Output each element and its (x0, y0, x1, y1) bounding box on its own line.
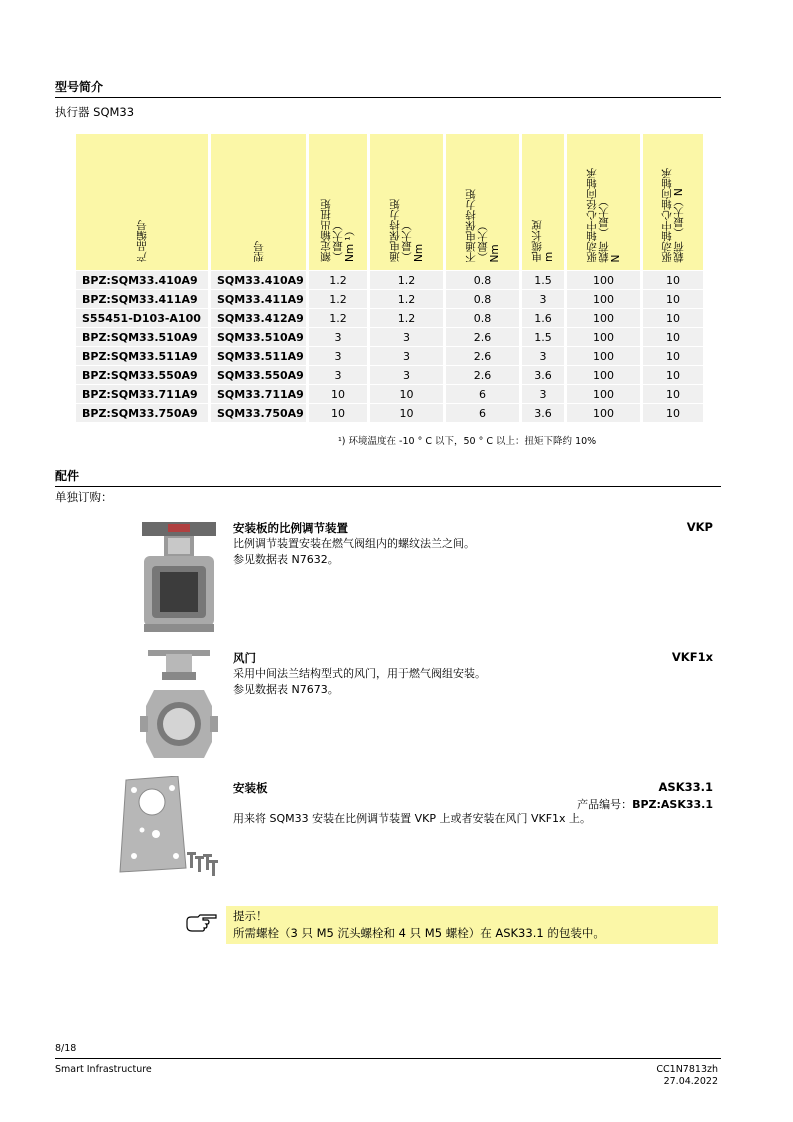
accessory-vkf-code: VKF1x (671, 650, 713, 664)
table-cell: 0.8 (446, 290, 519, 308)
vkf-damper-image (138, 646, 220, 766)
accessory-vkp-line1: 比例调节装置安装在燃气阀组内的螺纹法兰之间。 (233, 537, 475, 550)
table-cell: 1.5 (522, 328, 564, 346)
table-cell: SQM33.510A9 (211, 328, 306, 346)
table-row (76, 290, 703, 308)
table-cell: 3.6 (522, 366, 564, 384)
section-subtitle-actuator: 执行器 SQM33 (55, 105, 135, 119)
accessory-vkp-code: VKP (686, 520, 713, 534)
table-cell: 0.8 (446, 271, 519, 289)
table-cell: 1.2 (370, 309, 443, 327)
divider (55, 486, 721, 487)
table-cell: 3 (370, 328, 443, 346)
table-cell: 3 (522, 385, 564, 403)
table-cell: 100 (567, 347, 640, 365)
header-type: 型号 (211, 134, 306, 270)
ask-mounting-plate-image (112, 776, 222, 890)
table-row (76, 404, 703, 422)
header-rated-torque: 额定输出扭矩 （最大） Nm ¹） (309, 134, 367, 270)
table-cell: SQM33.412A9 (211, 309, 306, 327)
table-row (76, 347, 703, 365)
table-cell: 100 (567, 309, 640, 327)
accessory-vkf-desc (233, 666, 486, 698)
header-holding-torque: 通电保持力矩 （最大） Nm (370, 134, 443, 270)
table-footnote: ¹) 环境温度在 -10 ° C 以下，50 ° C 以上：扭矩下降约 10% (338, 436, 597, 447)
section-title-models: 型号简介 (55, 80, 104, 94)
section-subtitle-order: 单独订购： (55, 490, 113, 504)
table-cell: 10 (643, 347, 703, 365)
header-radial-load: 驱动轴中心径向轴承 载荷 （最大） N (567, 134, 640, 270)
table-cell: BPZ:SQM33.411A9 (76, 290, 208, 308)
table-cell: S55451-D103-A100 (76, 309, 208, 327)
table-cell: 10 (309, 404, 367, 422)
table-cell: 10 (643, 271, 703, 289)
table-cell: 10 (643, 309, 703, 327)
table-cell: 10 (370, 404, 443, 422)
footer-date: 27.04.2022 (663, 1076, 718, 1087)
table-cell: SQM33.750A9 (211, 404, 306, 422)
footer-doc-number: CC1N7813zh (656, 1064, 718, 1075)
accessory-ask-code: ASK33.1 (658, 780, 713, 794)
header-unpowered-torque: 不通电保持力矩 （最大） Nm (446, 134, 519, 270)
table-cell: 3 (309, 366, 367, 384)
table-cell: 3 (370, 366, 443, 384)
accessory-ask-order (577, 796, 713, 812)
table-cell: 10 (643, 366, 703, 384)
table-row (76, 328, 703, 346)
section-title-accessories: 配件 (55, 469, 80, 483)
table-cell: SQM33.411A9 (211, 290, 306, 308)
table-cell: 100 (567, 328, 640, 346)
table-cell: 100 (567, 404, 640, 422)
note-title: 提示！ (233, 909, 268, 923)
table-cell: BPZ:SQM33.711A9 (76, 385, 208, 403)
table-cell: 100 (567, 271, 640, 289)
pointing-hand-icon (186, 914, 218, 932)
accessory-ask-title: 安装板 (233, 781, 268, 795)
table-cell: 2.6 (446, 347, 519, 365)
table-cell: SQM33.550A9 (211, 366, 306, 384)
table-cell: 1.2 (370, 290, 443, 308)
table-header-row (76, 134, 703, 270)
table-cell: 1.2 (309, 290, 367, 308)
table-cell: 1.2 (309, 309, 367, 327)
table-cell: BPZ:SQM33.511A9 (76, 347, 208, 365)
table-cell: SQM33.410A9 (211, 271, 306, 289)
table-cell: 1.6 (522, 309, 564, 327)
table-cell: 3 (522, 290, 564, 308)
header-cable-length: 电缆长度 m (522, 134, 564, 270)
table-cell: 2.6 (446, 366, 519, 384)
header-product-no: 产品编号 (76, 134, 208, 270)
table-cell: BPZ:SQM33.550A9 (76, 366, 208, 384)
table-cell: 3 (370, 347, 443, 365)
table-cell: 6 (446, 385, 519, 403)
table-cell: 2.6 (446, 328, 519, 346)
table-cell: 10 (643, 290, 703, 308)
accessory-vkp-line2: 参见数据表 N7632。 (233, 553, 339, 566)
table-row (76, 366, 703, 384)
table-cell: 10 (309, 385, 367, 403)
note-box (226, 906, 718, 944)
accessory-vkp-desc (233, 536, 475, 568)
table-cell: 100 (567, 385, 640, 403)
accessory-vkf-title: 风门 (233, 651, 256, 665)
table-cell: 3.6 (522, 404, 564, 422)
footer-divider (55, 1058, 721, 1059)
table-cell: 6 (446, 404, 519, 422)
spec-table (73, 133, 706, 423)
accessory-vkp-title: 安装板的比例调节装置 (233, 521, 348, 535)
accessory-ask-desc: 用来将 SQM33 安装在比例调节装置 VKP 上或者安装在风门 VKF1x 上。 (233, 812, 592, 825)
table-cell: 10 (643, 385, 703, 403)
table-cell: 3 (309, 347, 367, 365)
table-cell: BPZ:SQM33.410A9 (76, 271, 208, 289)
table-cell: 100 (567, 290, 640, 308)
page-number: 8/18 (55, 1043, 77, 1054)
table-row (76, 271, 703, 289)
table-row (76, 309, 703, 327)
table-row (76, 385, 703, 403)
table-cell: 100 (567, 366, 640, 384)
header-axial-load: 驱动轴中心轴向轴承 载荷 （最大）N (643, 134, 703, 270)
vkp-device-image (138, 514, 220, 638)
table-cell: 1.2 (370, 271, 443, 289)
table-cell: 10 (643, 404, 703, 422)
accessory-vkf-line2: 参见数据表 N7673。 (233, 683, 339, 696)
order-number: BPZ:ASK33.1 (632, 798, 713, 811)
table-cell: BPZ:SQM33.750A9 (76, 404, 208, 422)
table-cell: 10 (370, 385, 443, 403)
table-cell: 1.2 (309, 271, 367, 289)
table-cell: 1.5 (522, 271, 564, 289)
table-cell: 0.8 (446, 309, 519, 327)
table-cell: SQM33.511A9 (211, 347, 306, 365)
table-cell: SQM33.711A9 (211, 385, 306, 403)
divider (55, 97, 721, 98)
accessory-vkf-line1: 采用中间法兰结构型式的风门，用于燃气阀组安装。 (233, 667, 486, 680)
table-cell: 10 (643, 328, 703, 346)
order-label: 产品编号： (577, 798, 633, 811)
note-text: 所需螺栓（3 只 M5 沉头螺栓和 4 只 M5 螺栓）在 ASK33.1 的包装中。 (233, 926, 605, 940)
table-cell: 3 (522, 347, 564, 365)
footer-company: Smart Infrastructure (55, 1064, 152, 1075)
table-cell: 3 (309, 328, 367, 346)
table-cell: BPZ:SQM33.510A9 (76, 328, 208, 346)
